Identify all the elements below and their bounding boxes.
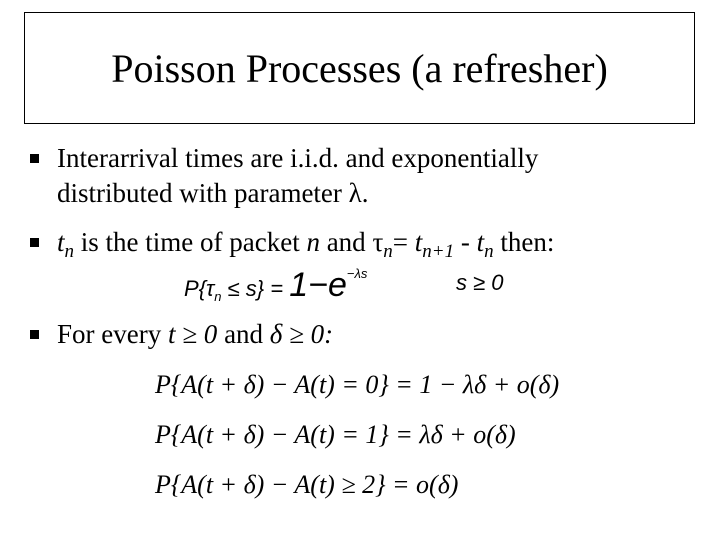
equation-one-arrival: P{A(t + δ) − A(t) = 1} = λδ + o(δ)	[155, 420, 516, 449]
formula-condition: s ≥ 0	[456, 270, 504, 295]
bullet-packet-time	[30, 225, 554, 269]
text: For every	[57, 319, 168, 349]
lambda-symbol: λ.	[348, 178, 369, 208]
text: is the time of packet	[74, 227, 307, 257]
formula-sub-n: n	[214, 289, 222, 304]
bullet-interarrival	[30, 141, 538, 211]
text: and	[217, 319, 270, 349]
equals: =	[392, 227, 415, 257]
delta-ge-zero: δ ≥ 0:	[269, 319, 334, 349]
formula-lhs: P{τ	[184, 276, 215, 301]
text: and	[319, 227, 373, 257]
bullet-text	[57, 141, 538, 211]
formula-one-minus-e: 1−e	[289, 266, 347, 304]
equation-two-or-more-arrivals: P{A(t + δ) − A(t) ≥ 2} = o(δ)	[155, 470, 459, 499]
sub-n: n	[64, 241, 75, 262]
formula-exponential-cdf	[184, 266, 367, 305]
bullet-for-every	[30, 317, 333, 352]
text: then:	[493, 227, 555, 257]
page-title: Poisson Processes (a refresher)	[111, 45, 608, 91]
var-t: t	[476, 227, 485, 257]
bullet-line: distributed with parameter	[57, 178, 349, 208]
var-t: t	[57, 227, 65, 257]
bullet-square-icon	[30, 330, 39, 339]
tau-symbol: τ	[372, 227, 384, 257]
title-box	[24, 12, 695, 124]
bullet-square-icon	[30, 154, 39, 163]
ge-zero: ≥ 0	[175, 319, 218, 349]
formula-lhs-rest: ≤ s} =	[221, 276, 290, 301]
formula-exponent: −λs	[346, 266, 368, 281]
var-t: t	[167, 319, 176, 349]
var-n: n	[306, 227, 320, 257]
bullet-text	[57, 225, 554, 269]
sub-n: n	[484, 241, 494, 262]
sub-n-plus-1: n+1	[422, 241, 455, 262]
var-t: t	[414, 227, 423, 257]
equation-zero-arrivals: P{A(t + δ) − A(t) = 0} = 1 − λδ + o(δ)	[155, 370, 560, 399]
bullet-square-icon	[30, 238, 39, 247]
bullet-line: Interarrival times are i.i.d. and exponentially	[57, 143, 539, 173]
minus: -	[454, 227, 477, 257]
bullet-text	[57, 317, 333, 352]
sub-n: n	[383, 241, 393, 262]
